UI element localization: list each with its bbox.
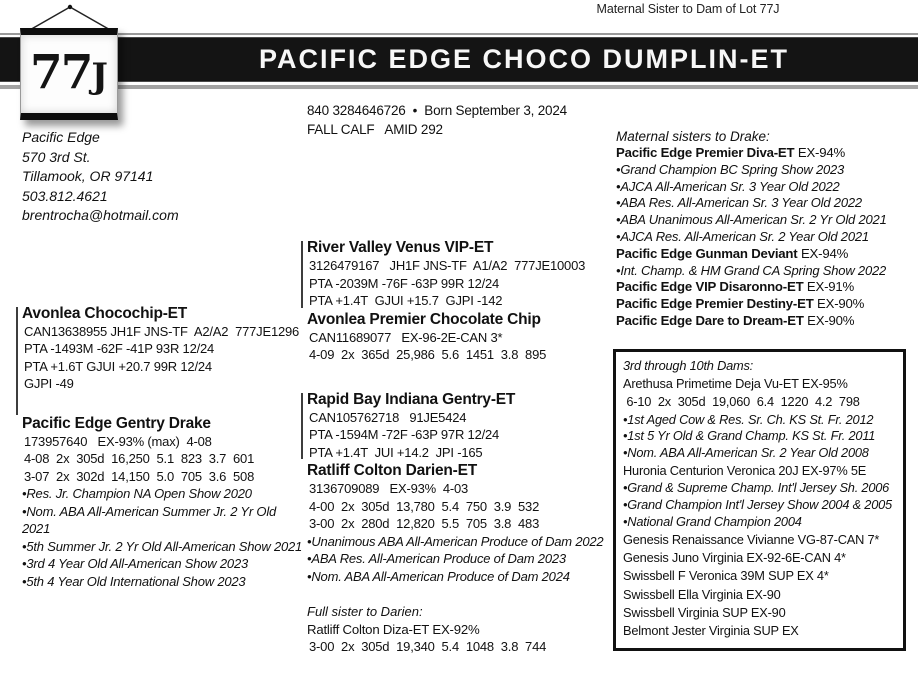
dam-history-award: •Grand Champion Int'l Jersey Show 2004 & 2005 — [623, 497, 892, 513]
mgs-pta-line: PTA -1594M -72F -63P 97R 12/24 — [309, 427, 500, 442]
sire-block — [22, 304, 304, 393]
title-bar-black — [0, 37, 918, 82]
maternal-sister-entry — [616, 296, 908, 313]
sister-award: •Grand Champion BC Spring Show 2023 — [616, 161, 845, 177]
top-note: Maternal Sister to Dam of Lot 77J — [596, 2, 780, 16]
consignor-name: Pacific Edge — [22, 129, 100, 145]
dam-award: •Res. Jr. Champion NA Open Show 2020 — [22, 486, 252, 501]
title-bar — [0, 33, 918, 89]
dam-name: Pacific Edge Gentry Drake — [22, 414, 211, 432]
sire-id-line: CAN13638955 JH1F JNS-TF A2/A2 777JE1296 — [24, 323, 300, 339]
sister-name: Pacific Edge VIP Disaronno-ET — [616, 279, 804, 295]
maternal-grandsire-block — [307, 390, 629, 462]
dams-box-heading: 3rd through 10th Dams: — [623, 357, 754, 373]
pgd-id-line: CAN11689077 EX-96-2E-CAN 3* — [309, 329, 503, 345]
dam-block — [22, 414, 304, 591]
mgs-id-line: CAN105762718 91JE5424 — [309, 409, 467, 425]
lot-number-suffix: J — [91, 56, 108, 97]
dam-history-award: •National Grand Champion 2004 — [623, 513, 802, 529]
paternal-granddam-block — [307, 310, 629, 364]
sister-score: EX-91% — [806, 279, 855, 295]
dam-history-name: Swissbell Virginia SUP EX-90 — [623, 604, 786, 620]
sire-name: Avonlea Chocochip-ET — [22, 304, 188, 322]
pgs-pta-line: PTA +1.4T GJUI +15.7 GJPI -142 — [309, 293, 503, 308]
full-sister-label: Full sister to Darien: — [307, 604, 423, 619]
middle-column — [307, 101, 629, 656]
sister-score: EX-94% — [800, 245, 849, 261]
mgd-id-line: 3136709089 EX-93% 4-03 — [309, 481, 469, 496]
dam-history-name: Genesis Renaissance Vivianne VG-87-CAN 7* — [623, 531, 880, 547]
dam-history-name: Swissbell Ella Virginia EX-90 — [623, 586, 781, 602]
mgd-award: •Unanimous ABA All-American Produce of Dam 2022 — [307, 533, 604, 549]
dam-id-line: 173957640 EX-93% (max) 4-08 — [24, 433, 212, 449]
dam-history-name: Belmont Jester Virginia SUP EX — [623, 623, 799, 639]
full-sister-record: 3-00 2x 305d 19,340 5.4 1048 3.8 744 — [309, 639, 547, 654]
consignor-street: 570 3rd St. — [22, 148, 91, 165]
sire-gjpi-line: GJPI -49 — [24, 376, 74, 391]
mgd-record: 4-00 2x 305d 13,780 5.4 750 3.9 532 — [309, 498, 540, 514]
consignor-email: brentrocha@hotmail.com — [22, 207, 179, 223]
dam-award: •5th Summer Jr. 2 Yr Old All-American Show 2021 — [22, 538, 303, 554]
sister-award: •Int. Champ. & HM Grand CA Spring Show 2022 — [616, 262, 887, 278]
dam-history-record: 6-10 2x 305d 19,060 6.4 1220 4.2 798 — [623, 394, 860, 410]
sister-score: EX-90% — [817, 296, 865, 312]
sister-score: EX-90% — [807, 312, 855, 328]
paternal-granddam-name: Avonlea Premier Chocolate Chip — [307, 310, 541, 328]
sister-award: •AJCA All-American Sr. 3 Year Old 2022 — [616, 178, 840, 194]
sister-name: Pacific Edge Premier Diva-ET — [616, 145, 795, 160]
dam-record: 3-07 2x 302d 14,150 5.0 705 3.6 508 — [24, 468, 255, 484]
dam-award: •Nom. ABA All-American Summer Jr. 2 Yr Old 2021 — [22, 503, 277, 536]
dam-history-award: •1st Aged Cow & Res. Sr. Ch. KS St. Fr. 2012 — [623, 411, 874, 427]
dams-history-box — [613, 349, 906, 651]
sister-score: EX-94% — [797, 145, 846, 160]
header-rule-top — [0, 33, 918, 35]
lot-number-main: 77 — [30, 45, 92, 100]
right-column — [616, 128, 908, 651]
maternal-granddam-name: Ratliff Colton Darien-ET — [307, 462, 477, 479]
dam-award: •3rd 4 Year Old All-American Show 2023 — [22, 556, 249, 571]
animal-calf-line: FALL CALF AMID 292 — [307, 122, 443, 137]
animal-title: PACIFIC EDGE CHOCO DUMPLIN-ET — [259, 44, 789, 74]
dam-history-name: Arethusa Primetime Deja Vu-ET EX-95% — [623, 376, 848, 392]
sister-award: •ABA Unanimous All-American Sr. 2 Yr Old 2021 — [616, 212, 887, 228]
animal-id-line: 840 3284646726 • Born September 3, 2024 — [307, 103, 567, 118]
dam-history-name: Swissbell F Veronica 39M SUP EX 4* — [623, 568, 829, 584]
dam-award: •5th 4 Year Old International Show 2023 — [22, 573, 246, 589]
left-column — [22, 128, 304, 590]
sister-name: Pacific Edge Gunman Deviant — [616, 245, 798, 261]
sire-pta-line: PTA -1493M -62F -41P 93R 12/24 — [24, 341, 215, 356]
pgd-record: 4-09 2x 365d 25,986 5.6 1451 3.8 895 — [309, 347, 547, 362]
consignor-block — [22, 128, 304, 226]
dam-history-award: •Grand & Supreme Champ. Int'l Jersey Sh. 2006 — [623, 480, 890, 496]
sister-name: Pacific Edge Dare to Dream-ET — [616, 312, 804, 328]
paternal-grandsire-block — [307, 238, 629, 310]
sister-award: •ABA Res. All-American Sr. 3 Year Old 2022 — [616, 195, 862, 211]
dam-history-name: Genesis Juno Virginia EX-92-6E-CAN 4* — [623, 550, 846, 566]
dam-history-award: •Nom. ABA All-American Sr. 2 Year Old 2008 — [623, 445, 869, 461]
maternal-sister-entry — [616, 279, 908, 296]
maternal-granddam-block — [307, 461, 629, 585]
dam-history-award: •1st 5 Yr Old & Grand Champ. KS St. Fr. 2011 — [623, 428, 876, 444]
header-rule-bottom — [0, 85, 918, 89]
mgd-record: 3-00 2x 280d 12,820 5.5 705 3.8 483 — [309, 516, 540, 531]
maternal-sister-entry — [616, 145, 908, 246]
sister-award: •AJCA Res. All-American Sr. 2 Year Old 2021 — [616, 228, 869, 244]
full-sister-name: Ratliff Colton Diza-ET EX-92% — [307, 621, 480, 637]
mgd-award: •Nom. ABA All-American Produce of Dam 2024 — [307, 568, 570, 584]
pgs-id-line: 3126479167 JH1F JNS-TF A1/A2 777JE10003 — [309, 258, 586, 273]
dam-record: 4-08 2x 305d 16,250 5.1 823 3.7 601 — [24, 451, 255, 466]
sister-name: Pacific Edge Premier Destiny-ET — [616, 296, 814, 312]
consignor-phone: 503.812.4621 — [22, 187, 108, 204]
mgd-award: •ABA Res. All-American Produce of Dam 2023 — [307, 551, 566, 566]
consignor-city: Tillamook, OR 97141 — [22, 168, 154, 184]
paternal-grandsire-name: River Valley Venus VIP-ET — [307, 239, 494, 256]
lot-number-board — [20, 28, 118, 120]
maternal-sisters-heading: Maternal sisters to Drake: — [616, 129, 770, 144]
maternal-grandsire-name: Rapid Bay Indiana Gentry-ET — [307, 390, 516, 408]
dam-history-name: Huronia Centurion Veronica 20J EX-97% 5E — [623, 463, 867, 479]
mgs-pta-line: PTA +1.4T JUI +14.2 JPI -165 — [309, 444, 483, 460]
maternal-sister-entry — [616, 246, 908, 280]
full-sister-block — [307, 603, 629, 656]
pgs-pta-line: PTA -2039M -76F -63P 99R 12/24 — [309, 275, 500, 291]
sire-pta-line: PTA +1.6T GJUI +20.7 99R 12/24 — [24, 358, 212, 374]
maternal-sister-entry — [616, 313, 908, 330]
lot-tag-icon — [14, 2, 126, 124]
